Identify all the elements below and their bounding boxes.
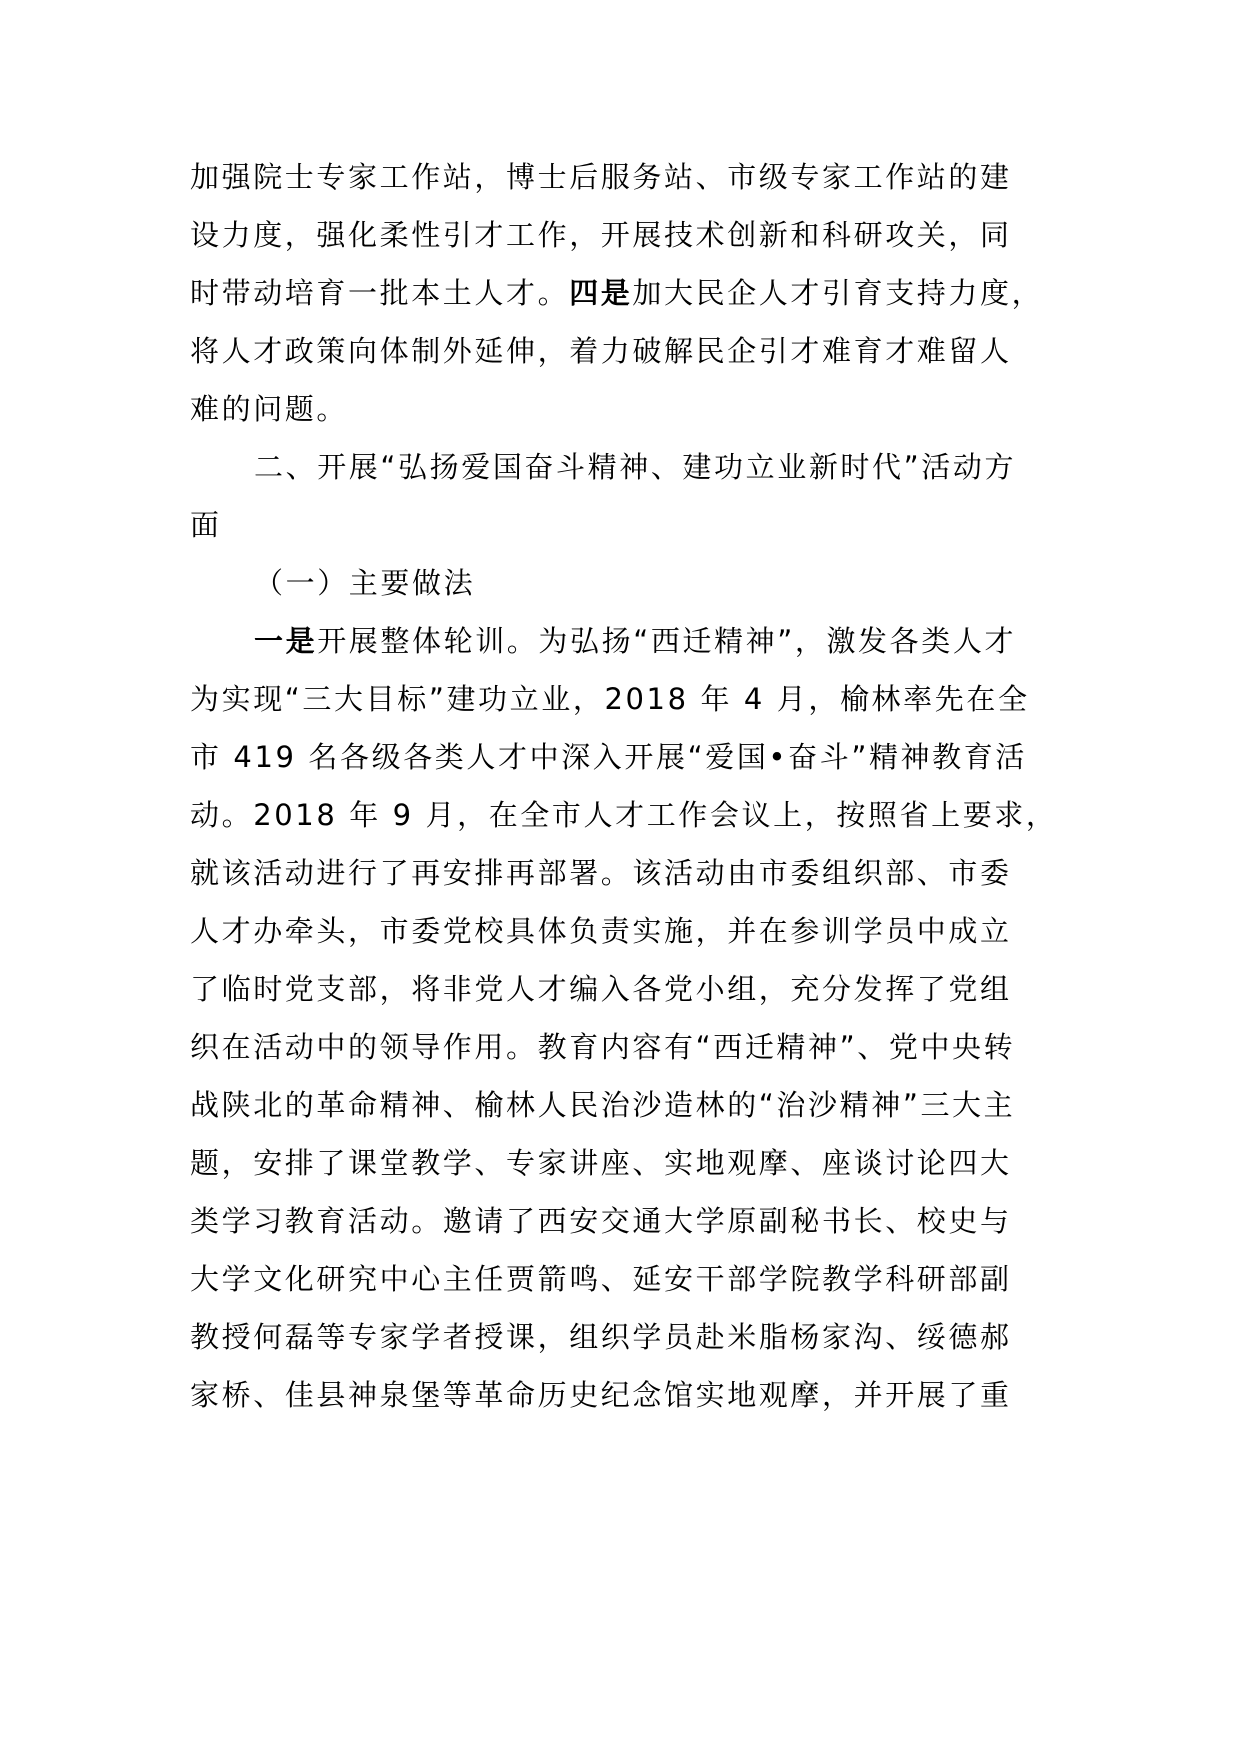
text-run: 难的问题。 xyxy=(190,392,349,426)
text-run: 时带动培育一批本土人才。 xyxy=(190,276,570,310)
text-run: 人才办牵头，市委党校具体负责实施，并在参训学员中成立 xyxy=(190,914,1012,948)
text-run: 加大民企人才引育支持力度， xyxy=(632,276,1044,310)
text-line xyxy=(190,1192,1090,1250)
text-line xyxy=(190,148,1090,206)
text-line xyxy=(190,264,1090,322)
text-line xyxy=(190,1366,1090,1424)
text-line xyxy=(190,380,1090,438)
text-run: 类学习教育活动。邀请了西安交通大学原副秘书长、校史与 xyxy=(190,1204,1012,1238)
text-line xyxy=(190,670,1090,728)
text-run: 了临时党支部，将非党人才编入各党小组，充分发挥了党组 xyxy=(190,972,1012,1006)
text-run: 织在活动中的领导作用。教育内容有“西迁精神”、党中央转 xyxy=(190,1030,1016,1064)
text-line xyxy=(190,1076,1090,1134)
text-run: 教授何磊等专家学者授课，组织学员赴米脂杨家沟、绥德郝 xyxy=(190,1320,1012,1354)
text-line xyxy=(190,1308,1090,1366)
text-line xyxy=(190,728,1090,786)
text-line xyxy=(190,1018,1090,1076)
text-run: 设力度，强化柔性引才工作，开展技术创新和科研攻关，同 xyxy=(190,218,1012,252)
subsection-heading xyxy=(254,554,1154,612)
bold-emphasis: 四是 xyxy=(569,276,633,310)
text-run: 题，安排了课堂教学、专家讲座、实地观摩、座谈讨论四大 xyxy=(190,1146,1012,1180)
text-run: 战陕北的革命精神、榆林人民治沙造林的“治沙精神”三大主 xyxy=(190,1088,1016,1122)
text-line xyxy=(190,1250,1090,1308)
text-run: 市 419 名各级各类人才中深入开展“爱国•奋斗”精神教育活 xyxy=(190,740,1027,774)
text-line xyxy=(254,612,1154,670)
text-line xyxy=(190,786,1090,844)
subheading-text: （一）主要做法 xyxy=(254,566,476,600)
section-heading-continued xyxy=(190,496,1090,554)
text-run: 为实现“三大目标”建功立业，2018 年 4 月，榆林率先在全 xyxy=(190,682,1030,716)
heading-text: 面 xyxy=(190,508,222,542)
text-run: 开展整体轮训。为弘扬“西迁精神”，激发各类人才 xyxy=(317,624,1017,658)
text-run: 就该活动进行了再安排再部署。该活动由市委组织部、市委 xyxy=(190,856,1012,890)
text-line xyxy=(190,902,1090,960)
section-heading xyxy=(254,438,1154,496)
text-line xyxy=(190,322,1090,380)
text-line xyxy=(190,844,1090,902)
text-run: 将人才政策向体制外延伸，着力破解民企引才难育才难留人 xyxy=(190,334,1012,368)
text-run: 动。2018 年 9 月，在全市人才工作会议上，按照省上要求， xyxy=(190,798,1058,832)
bold-emphasis: 一是 xyxy=(254,624,318,658)
text-run: 家桥、佳县神泉堡等革命历史纪念馆实地观摩，并开展了重 xyxy=(190,1378,1012,1412)
text-line xyxy=(190,960,1090,1018)
text-run: 加强院士专家工作站，博士后服务站、市级专家工作站的建 xyxy=(190,160,1012,194)
text-line xyxy=(190,206,1090,264)
text-run: 大学文化研究中心主任贾箭鸣、延安干部学院教学科研部副 xyxy=(190,1262,1012,1296)
heading-text: 二、开展“弘扬爱国奋斗精神、建功立业新时代”活动方 xyxy=(254,450,1017,484)
text-line xyxy=(190,1134,1090,1192)
